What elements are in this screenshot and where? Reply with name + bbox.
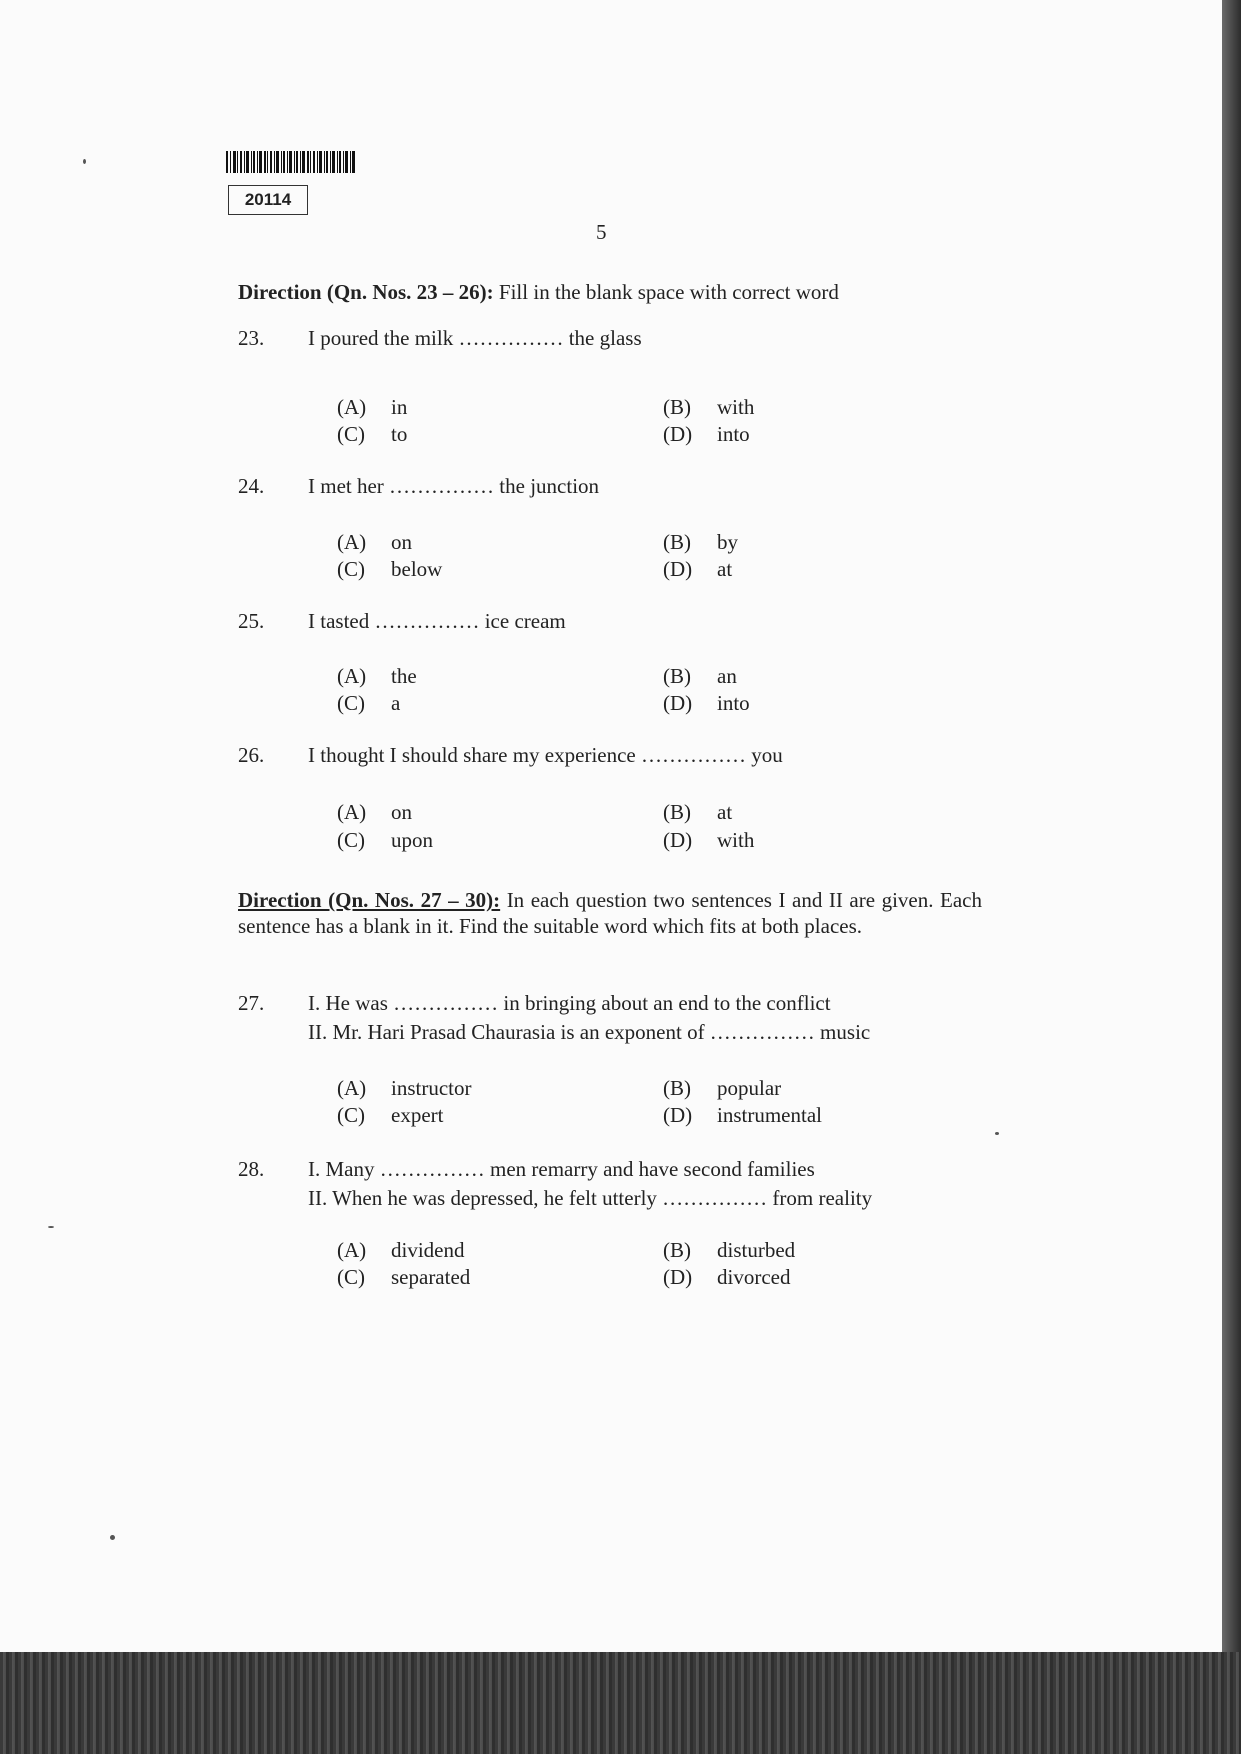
paper-code-box: 20114	[228, 185, 308, 215]
option-label: (D)	[663, 422, 693, 446]
option-text: divorced	[717, 1265, 791, 1289]
question-text: I met her …………… the junction	[308, 474, 600, 498]
answer-option	[663, 422, 750, 447]
answer-option	[337, 664, 417, 689]
option-label: (B)	[663, 664, 691, 688]
option-label: (B)	[663, 1238, 691, 1262]
option-label: (D)	[663, 557, 693, 581]
option-text: at	[717, 557, 733, 581]
answer-option	[337, 422, 407, 447]
option-text: into	[717, 422, 750, 446]
answer-option	[663, 1076, 781, 1101]
answer-option	[663, 557, 732, 582]
option-text: at	[717, 800, 733, 824]
option-label: (D)	[663, 828, 693, 852]
question-number: 25.	[238, 609, 265, 633]
option-text: the	[391, 664, 417, 688]
question-number: 23.	[238, 326, 265, 350]
option-text: upon	[391, 828, 433, 852]
question-text: II. Mr. Hari Prasad Chaurasia is an exponent of …………… music	[308, 1020, 871, 1044]
option-text: expert	[391, 1103, 444, 1127]
option-label: (A)	[337, 1076, 367, 1100]
direction-1	[238, 279, 839, 305]
option-label: (A)	[337, 800, 367, 824]
scan-edge-bottom	[0, 1652, 1241, 1754]
answer-option	[663, 1103, 822, 1128]
answer-option	[337, 828, 433, 853]
answer-option	[663, 828, 754, 853]
answer-option	[663, 664, 737, 689]
answer-option	[337, 1076, 471, 1101]
direction-1-heading: Direction (Qn. Nos. 23 – 26):	[238, 280, 494, 304]
answer-option	[337, 530, 412, 555]
option-text: on	[391, 530, 412, 554]
option-text: below	[391, 557, 443, 581]
option-text: in	[391, 395, 408, 419]
question-text: I. He was …………… in bringing about an end to the conflict	[308, 991, 831, 1015]
option-label: (B)	[663, 530, 691, 554]
direction-2-heading: Direction (Qn. Nos. 27 – 30):	[238, 888, 501, 912]
option-text: instrumental	[717, 1103, 822, 1127]
question-text: I thought I should share my experience …………… you	[308, 743, 783, 767]
option-label: (D)	[663, 691, 693, 715]
answer-option	[663, 1238, 795, 1263]
option-text: with	[717, 395, 755, 419]
option-text: on	[391, 800, 412, 824]
answer-option	[337, 395, 407, 420]
direction-2	[238, 887, 982, 939]
option-label: (B)	[663, 800, 691, 824]
option-label: (C)	[337, 691, 365, 715]
option-label: (A)	[337, 395, 367, 419]
option-text: by	[717, 530, 738, 554]
option-text: into	[717, 691, 750, 715]
scan-speck	[83, 159, 86, 164]
question-text: I poured the milk …………… the glass	[308, 326, 642, 350]
option-text: with	[717, 828, 755, 852]
question-number: 27.	[238, 991, 265, 1015]
option-text: dividend	[391, 1238, 465, 1262]
answer-option	[337, 800, 412, 825]
option-label: (A)	[337, 664, 367, 688]
option-label: (A)	[337, 1238, 367, 1262]
direction-2-text: In each question two sentences I and II are given. Each sentence has a blank in it. Find the suitable word which fits at both places.	[238, 888, 983, 938]
option-text: to	[391, 422, 408, 446]
option-text: instructor	[391, 1076, 472, 1100]
answer-option	[663, 800, 732, 825]
option-label: (A)	[337, 530, 367, 554]
barcode	[226, 151, 356, 173]
option-text: separated	[391, 1265, 471, 1289]
option-label: (C)	[337, 422, 365, 446]
scan-speck	[48, 1226, 54, 1228]
answer-option	[663, 691, 750, 716]
answer-option	[337, 1238, 465, 1263]
option-label: (B)	[663, 395, 691, 419]
answer-option	[663, 1265, 790, 1290]
option-label: (D)	[663, 1103, 693, 1127]
scan-speck	[110, 1535, 115, 1540]
page-number: 5	[596, 220, 607, 244]
direction-1-text: Fill in the blank space with correct word	[498, 280, 839, 304]
option-label: (C)	[337, 828, 365, 852]
question-number: 28.	[238, 1157, 265, 1181]
option-text: an	[717, 664, 737, 688]
option-label: (B)	[663, 1076, 691, 1100]
answer-option	[337, 691, 400, 716]
question-text: I tasted …………… ice cream	[308, 609, 566, 633]
answer-option	[337, 1103, 443, 1128]
option-label: (C)	[337, 1103, 365, 1127]
option-text: disturbed	[717, 1238, 796, 1262]
question-number: 24.	[238, 474, 265, 498]
option-text: popular	[717, 1076, 782, 1100]
answer-option	[663, 395, 754, 420]
option-label: (D)	[663, 1265, 693, 1289]
question-number: 26.	[238, 743, 265, 767]
option-label: (C)	[337, 1265, 365, 1289]
answer-option	[337, 557, 442, 582]
answer-option	[663, 530, 738, 555]
answer-option	[337, 1265, 470, 1290]
scan-speck	[995, 1132, 999, 1135]
option-label: (C)	[337, 557, 365, 581]
scan-edge-right	[1222, 0, 1241, 1754]
question-text: I. Many …………… men remarry and have second families	[308, 1157, 815, 1181]
option-text: a	[391, 691, 401, 715]
question-text: II. When he was depressed, he felt utterly …………… from reality	[308, 1186, 873, 1210]
